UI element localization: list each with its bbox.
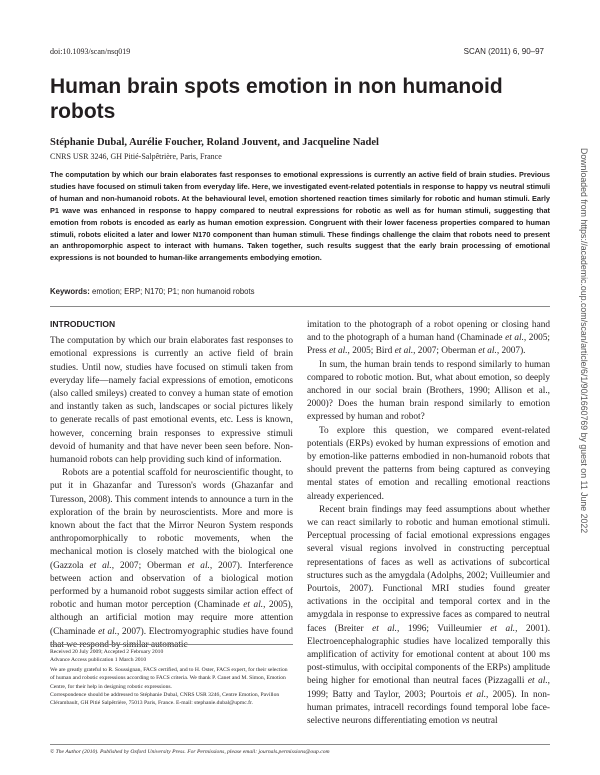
paragraph: To explore this question, we compared event-related potentials (ERPs) evoked by human expressions of emotion and by emotion-like patterns embodied in non-humanoid robots that should prevent the patterns from being captured as conveying mental states of emotion and recalling emotional reactions already experienced. [307,425,550,502]
correspondence: Correspondence should be addressed to Stéphanie Dubal, CNRS USR 3246, Centre Emotion, Pavillon Clérambault, GH Pitié Salpêtrière, 75013 Paris, France. E-mail: stephanie.dubal@upmc.fr. [50,692,280,707]
article-title: Human brain spots emotion in non humanoid robots [50,75,503,123]
section-title-introduction: INTRODUCTION [50,319,116,329]
footer-divider [50,744,550,745]
paragraph: Recent brain findings may feed assumptions about whether we can react similarly to robotic and human emotional stimuli. Perceptual processing of facial emotional expressions engages several visual regions involved in constructing perceptual representations of faces as well as activations of subcortical structures such as the amygdala (Adolphs, 2002; Vuilleumier and Pourtois, 2007). Functional MRI studies found greater activations in the occipital and temporal cortex and in the amygdala in response to expressive faces as compared to neutral faces (Breiter et al., 1996; Vuilleumier et al., 2001). Electroencephalographic studies have localized temporally this amplification of activity for emotional content at about 100 ms post-stimulus, with occipital components of the ERPs) amplitude being higher for emotional than neutral faces (Pizzagalli et al., 1999; Batty and Taylor, 2003; Pourtois et al., 2005). In non-human primates, intracell recordings found temporal lobe face-selective neurons differentiating emotion vs neutral [307,504,551,727]
paragraph: The computation by which our brain elaborates fast responses to emotional expressions is currently an active field of brain studies. Until now, studies have focused on stimuli taken from everyday life—namely facial expressions of emotion, emoticons (also called smileys) created to convey a human state of emotion and instantly taken as such, landscapes or social pictures likely to generate recalls of past emotional events, etc. Less is known, however, concerning brain responses to expressive stimuli devoid of humanity and that have never been seen before. Non-humanoid robots can help providing such kind of information. [50,336,293,466]
received-dates: Received 20 July 2009; Accepted 2 February 2010 [50,649,164,655]
doi[interactable]: doi:10.1093/scan/nsq019 [50,47,131,56]
paragraph: imitation to the photograph of a robot opening or closing hand and to the photograph of a human hand (Chaminade et al., 2005; Press et al., 2005; Bird et al., 2007; Oberman et al., 2007). [307,320,550,357]
copyright-notice: © The Author (2010). Published by Oxford University Press. For Permissions, please email: journals.permissions@oup.com [50,749,330,755]
affiliation: CNRS USR 3246, GH Pitié-Salpêtrière, Paris, France [50,152,222,161]
author-list: Stéphanie Dubal, Aurélie Foucher, Roland Jouvent, and Jacqueline Nadel [50,137,379,148]
left-column [50,318,293,652]
keywords [50,287,255,296]
footnote-divider [50,644,293,645]
keywords-label: Keywords: [50,287,90,296]
paragraph: Robots are a potential scaffold for neuroscientific thought, to put it in Ghazanfar and Turesson's words (Ghazanfar and Turesson, 2008). This comment intends to announce a turn in the exploration of the brain by neuroscientists. More and more is known about the fact that the Mirror Neuron System responds anthropomorphically to robotic movements, when the mechanical motion is closely matched with the biological one (Gazzola et al., 2007; Oberman et al., 2007). Interference between action and observation of a biological motion performed by a humanoid robot suggests similar action effect of robotic and human motor perception (Chaminade et al., 2005), although an artificial motion may require more attention (Chaminade et al., 2007). Electromyographic studies have found [50,468,294,637]
download-watermark[interactable]: Downloaded from https://academic.oup.com/scan/article/6/1/90/1660769 by guest on 11 June 2022 [579,148,589,534]
journal-citation: SCAN (2011) 6, 90–97 [463,47,544,56]
abstract: The computation by which our brain elaborates fast responses to emotional expressions is currently an active field of brain studies. Previous studies have focused on stimuli taken from everyday life. Here, we investigated event-related potentials in response to happy vs neutral stimuli of human and non-humanoid robots. At the behavioural level, emotion shortened reaction times similarly for robotic and human stimuli. Early P1 wave was enhanced in response to happy compared to neutral expressions for robotic as well as for human stimuli, suggesting that emotion from robots is encoded as early as human emotion expression. Congruent with their lower faceness properties compared to human stimuli, robots elicited a later and lower N170 component than human stimuli. These findings challenge the claim that robots need to present an anthropomorphic aspect to interact with humans. Taken together, such results suggest that the early brain processing of emotional expressions is not bounded to human-like arrangements embodying emotion. [50,170,550,263]
article-notes [50,648,293,708]
keywords-value: emotion; ERP; N170; P1; non humanoid robots [92,287,255,296]
divider [50,306,550,307]
paragraph: In sum, the human brain tends to respond similarly to human compared to robotic motion. But, what about emotion, so deeply anchored in our social brain (Brothers, 1990; Allison et al., 2000)? Does the human brain respond similarly to emotion expressed by human and robot? [307,359,550,423]
acknowledgements: We are greatly grateful to R. Soussignan, FACS certified, and to H. Oster, FACS expert, for their selection of human and robotic expressions according to FACS criteria. We thank P. Canet and M. Simon, Emotion Centre, for their help in designing robotic expressions. [50,666,288,690]
right-column [307,319,550,728]
advance-access: Advance Access publication 1 March 2010 [50,657,147,664]
